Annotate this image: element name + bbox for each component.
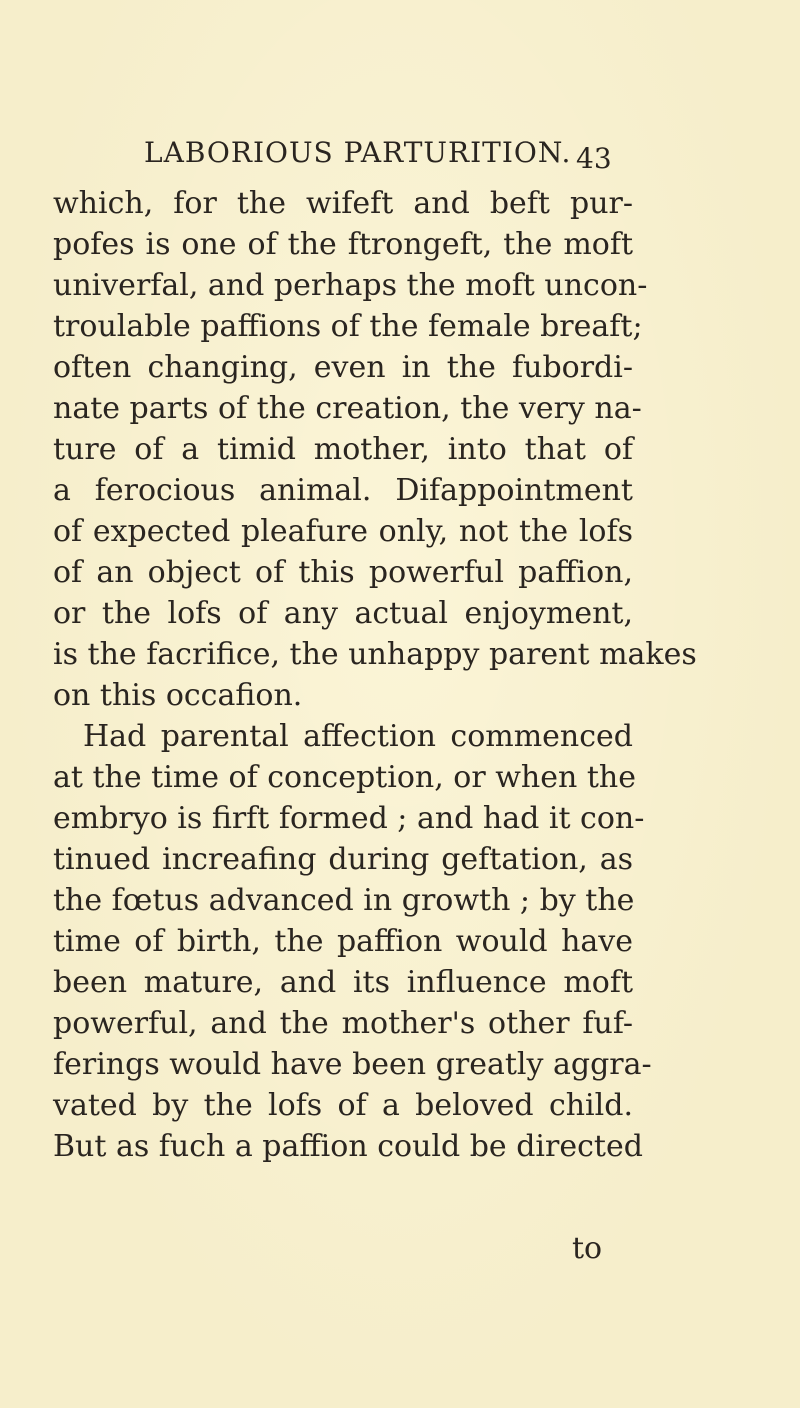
text-line: embryo is firft formed ; and had it con-	[53, 801, 645, 836]
paragraph-start-line: Had parental affection commenced	[83, 719, 633, 754]
text-line: been mature, and its influence moft	[53, 965, 633, 1000]
text-line: troulable paffions of the female breaft;	[53, 309, 643, 344]
text-line: is the facrifice, the unhappy parent makes	[53, 637, 697, 672]
text-line: the fœtus advanced in growth ; by the	[53, 883, 635, 918]
text-line: time of birth, the paffion would have	[53, 924, 633, 959]
text-line: a ferocious animal. Difappointment	[53, 473, 633, 508]
paragraph-end-line: on this occafion.	[53, 678, 303, 713]
catchword: to	[572, 1231, 603, 1266]
text-line: of an object of this powerful paffion,	[53, 555, 633, 590]
text-line: or the lofs of any actual enjoyment,	[53, 596, 633, 631]
text-line: pofes is one of the ftrongeft, the moft	[53, 227, 633, 262]
running-head: LABORIOUS PARTURITION.	[144, 136, 572, 169]
text-line: But as fuch a paffion could be directed	[53, 1129, 643, 1164]
text-line: nate parts of the creation, the very na-	[53, 391, 642, 426]
text-line: tinued increafing during geftation, as	[53, 842, 633, 877]
text-line: often changing, even in the fubordi-	[53, 350, 633, 385]
text-line: ferings would have been greatly aggra-	[53, 1047, 652, 1082]
page-header	[144, 133, 614, 173]
text-line: powerful, and the mother's other fuf-	[53, 1006, 633, 1041]
text-line: of expected pleafure only, not the lofs	[53, 514, 633, 549]
text-line: univerfal, and perhaps the moft uncon-	[53, 268, 648, 303]
text-line: which, for the wifeft and beft pur-	[53, 186, 633, 221]
page-number: 43	[576, 142, 612, 175]
text-line: vated by the lofs of a beloved child.	[53, 1088, 633, 1123]
text-line: ture of a timid mother, into that of	[53, 432, 633, 467]
body-text	[53, 183, 697, 1167]
text-line: at the time of conception, or when the	[53, 760, 636, 795]
